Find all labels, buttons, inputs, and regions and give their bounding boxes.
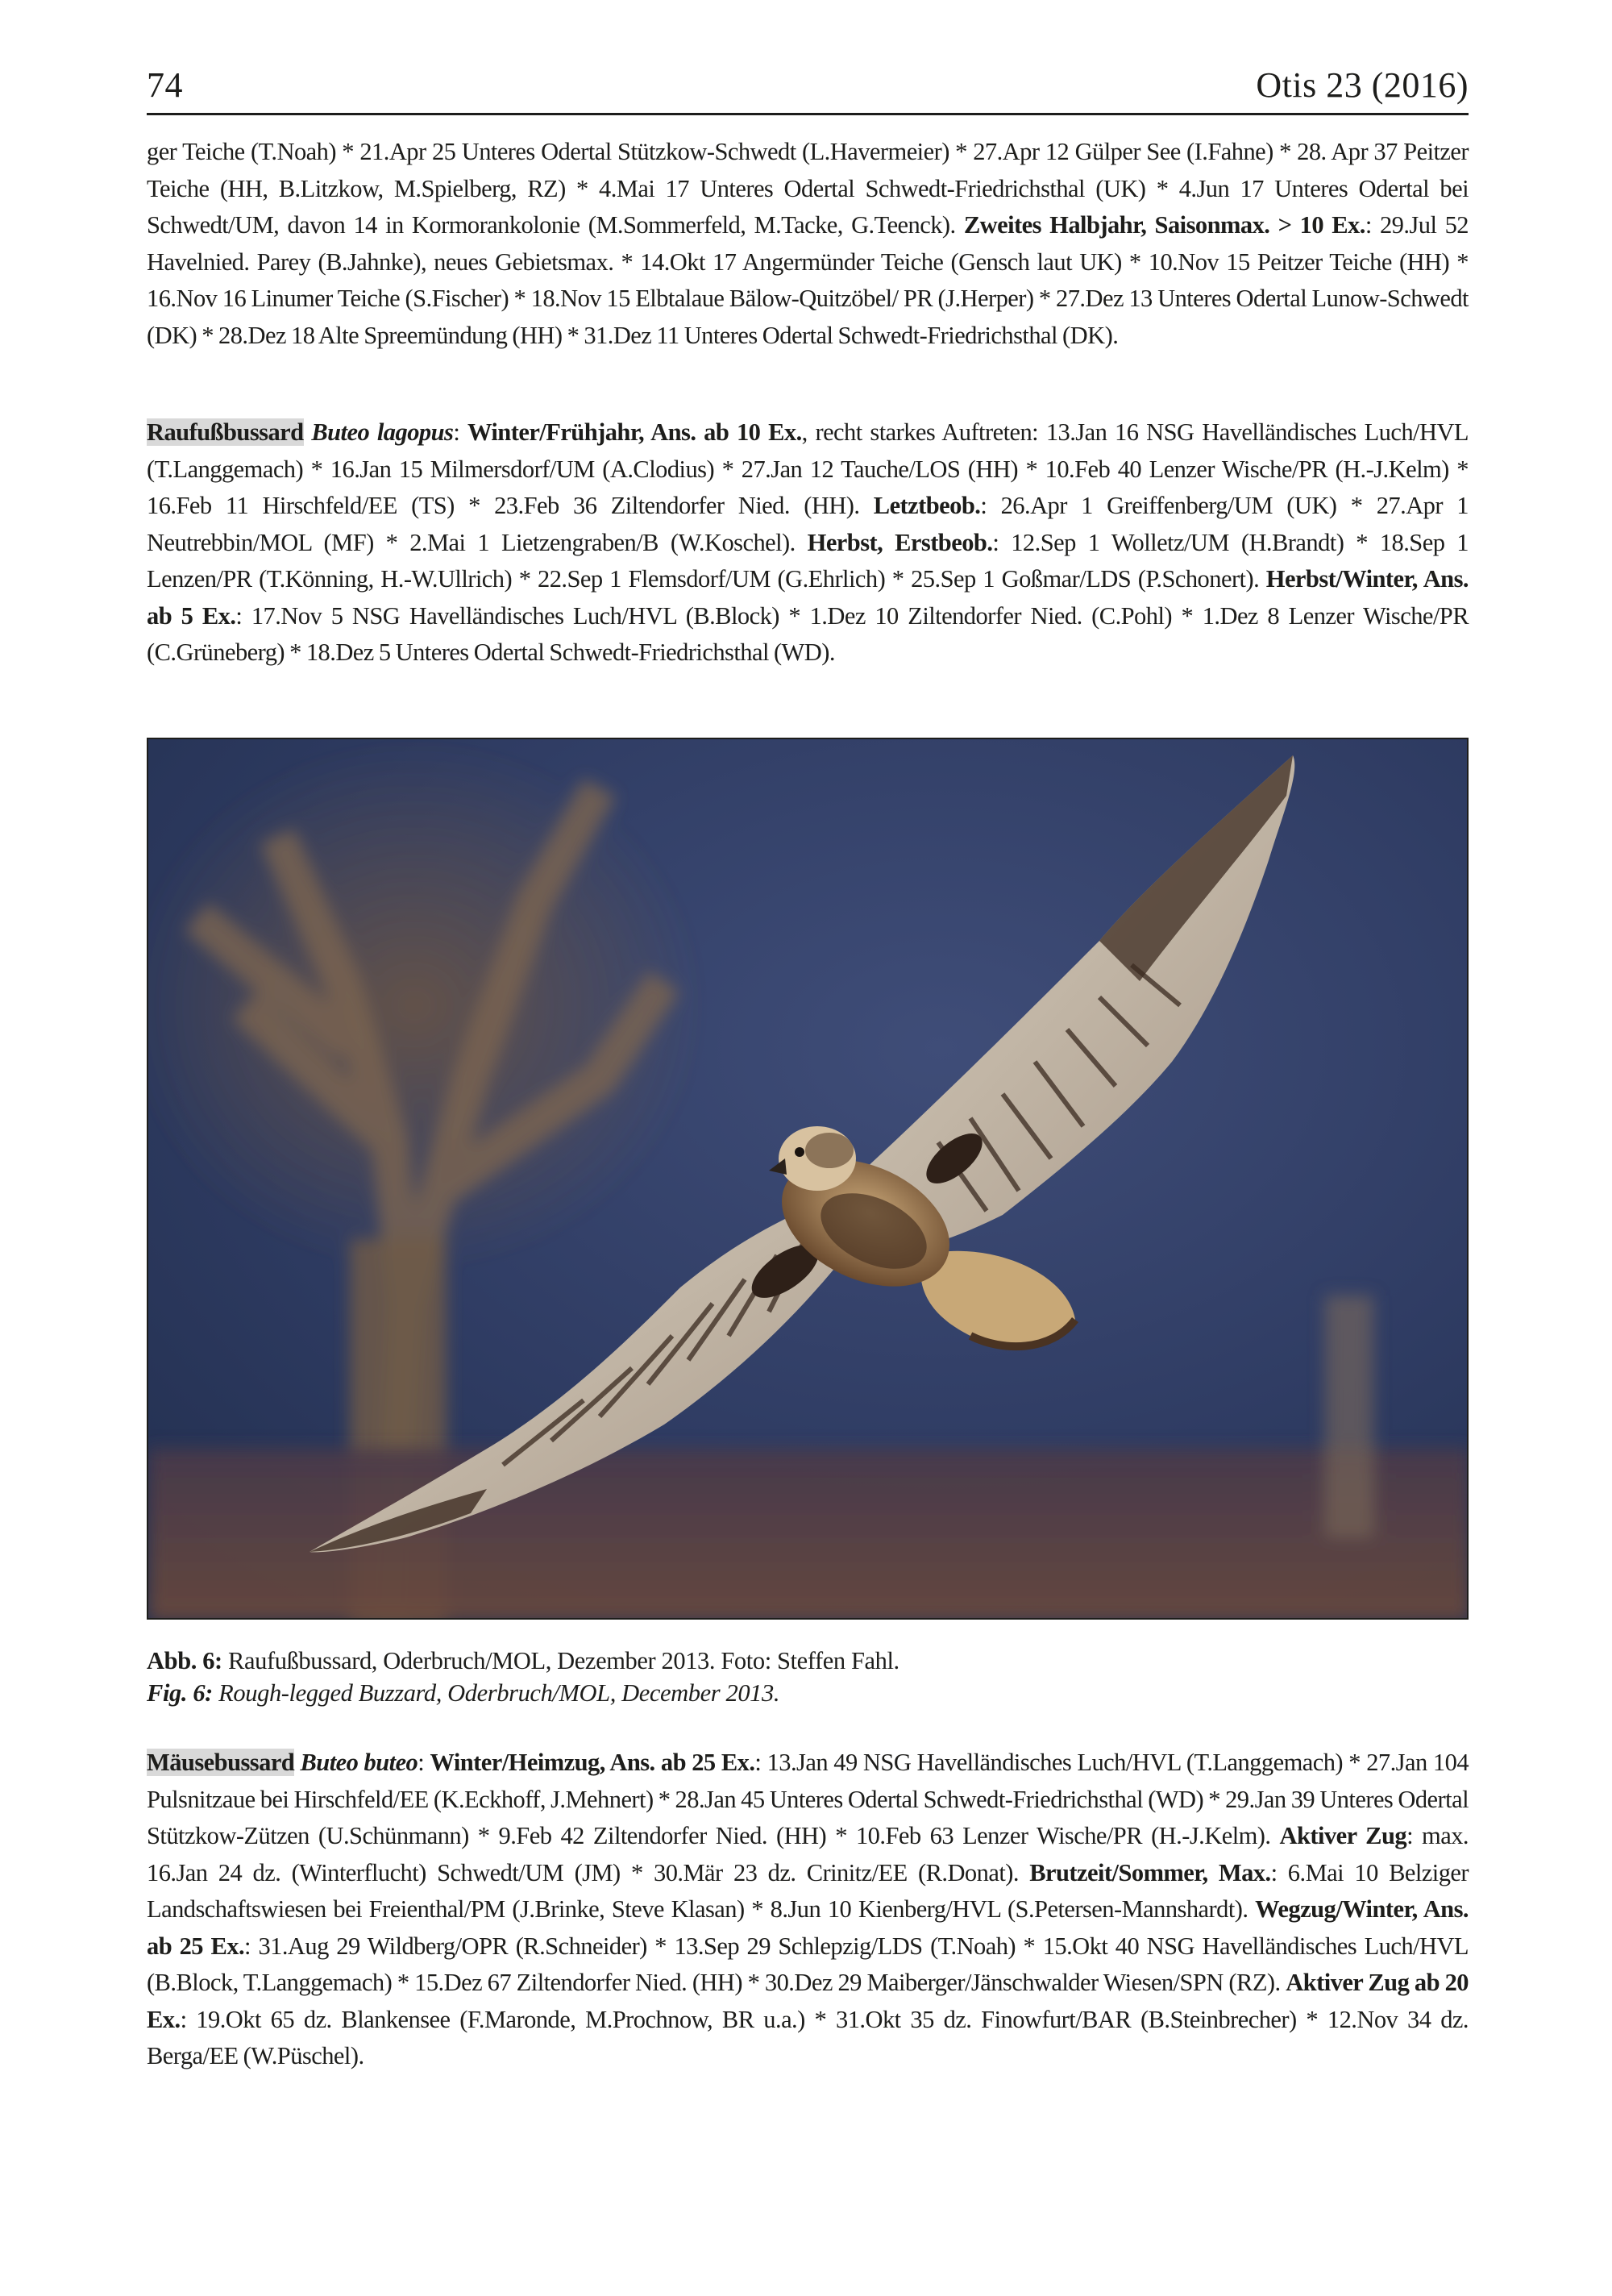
bold-heading: Brutzeit/Sommer, Max.	[1029, 1858, 1271, 1886]
caption-german	[147, 1645, 1469, 1677]
buzzard-illustration	[148, 739, 1469, 1620]
caption-text: Raufußbussard, Oderbruch/MOL, Dezember 2013. Foto: Steffen Fahl.	[222, 1647, 899, 1674]
paragraph-text: : 12.Sep 1 Wolletz/UM (H.Brandt) * 18.Sep 1 Lenzen/PR (T.Könning, H.-W.Ullrich) * 22.Sep 1 Flemsdorf/UM (G.Ehrlich) * 25.Sep 1 Goßmar/LDS (P.Schonert).	[147, 528, 1469, 593]
bold-heading: Herbst/Winter, Ans. ab 5 Ex.	[147, 565, 1469, 630]
caption-english	[147, 1677, 1469, 1709]
bold-heading: Herbst, Erstbeob.	[807, 528, 993, 556]
journal-citation: Otis 23 (2016)	[1256, 65, 1469, 105]
bold-heading: Zweites Halbjahr, Saisonmax. > 10 Ex.	[963, 211, 1365, 239]
species-name: Raufußbussard	[147, 418, 304, 446]
caption-label: Fig. 6:	[147, 1679, 213, 1707]
paragraph-text: :	[418, 1749, 430, 1776]
paragraph-continuation	[147, 134, 1469, 354]
paragraph-text: ger Teiche (T.Noah) * 21.Apr 25 Unteres Odertal Stützkow-Schwedt (L.Havermeier) * 27.Apr 12 Gülper See (I.Fahne) * 28. Apr 37 Peitzer Teiche (HH, B.Litzkow, M.Spielberg, RZ) * 4.Mai 17 Unteres Odertal Schwedt-Friedrichsthal (UK) * 4.Jun 17 Unteres Odertal bei Schwedt/UM, davon 14 in Kormorankolonie (M.Sommerfeld, M.Tacke, G.Teenck).	[147, 138, 1469, 239]
caption-text: Rough-legged Buzzard, Oderbruch/MOL, December 2013.	[212, 1679, 780, 1707]
scientific-name: Buteo lagopus	[311, 418, 454, 446]
buzzard-photo	[147, 738, 1469, 1620]
figure-caption	[147, 1645, 1469, 1709]
scientific-name: Buteo buteo	[300, 1749, 418, 1776]
page-number: 74	[147, 65, 183, 105]
bold-heading: Wegzug/Winter, Ans. ab 25 Ex.	[147, 1895, 1469, 1960]
species-entry-rough-legged-buzzard	[147, 414, 1469, 672]
paragraph-text: : 19.Okt 65 dz. Blankensee (F.Maronde, M.Prochnow, BR u.a.) * 31.Okt 35 dz. Finowfurt/BAR (B.Steinbrecher) * 12.Nov 34 dz. Berga/EE (W.Püschel).	[147, 2005, 1469, 2069]
paragraph-text: : 26.Apr 1 Greiffenberg/UM (UK) * 27.Apr 1 Neutrebbin/MOL (MF) * 2.Mai 1 Lietzengraben/B (W.Koschel).	[147, 492, 1469, 556]
bold-heading: Winter/Heimzug, Ans. ab 25 Ex.	[430, 1749, 755, 1776]
bold-heading: Aktiver Zug	[1279, 1822, 1407, 1849]
paragraph-text: : 29.Jul 52 Havelnied. Parey (B.Jahnke), neues Gebietsmax. * 14.Okt 17 Angermünder Teiche (Gensch laut UK) * 10.Nov 15 Peitzer Teiche (HH) * 16.Nov 16 Linumer Teiche (S.Fischer) * 18.Nov 15 Elbtalaue Bälow-Quitzöbel/ PR (J.Herper) * 27.Dez 13 Unteres Odertal Lunow-Schwedt (DK) * 28.Dez 18 Alte Spreemündung (HH) * 31.Dez 11 Unteres Odertal Schwedt-Friedrichsthal (DK).	[147, 211, 1469, 349]
caption-label: Abb. 6:	[147, 1647, 222, 1674]
paragraph-text: :	[453, 418, 467, 446]
bold-heading: Aktiver Zug ab 20 Ex.	[147, 1969, 1469, 2033]
species-name: Mäusebussard	[147, 1749, 295, 1776]
species-entry-common-buzzard	[147, 1745, 1469, 2075]
paragraph-text: : 13.Jan 49 NSG Havelländisches Luch/HVL (T.Langgemach) * 27.Jan 104 Pulsnitzaue bei Hirschfeld/EE (K.Eckhoff, J.Mehnert) * 28.Jan 45 Unteres Odertal Schwedt-Friedrichsthal (WD) * 29.Jan 39 Unteres Odertal Stützkow-Zützen (U.Schünmann) * 9.Feb 42 Ziltendorfer Nied. (HH) * 10.Feb 63 Lenzer Wische/PR (H.-J.Kelm).	[147, 1749, 1469, 1849]
paragraph-text: : 31.Aug 29 Wildberg/OPR (R.Schneider) * 13.Sep 29 Schlepzig/LDS (T.Noah) * 15.Okt 40 NSG Havelländisches Luch/HVL (B.Block, T.Langgemach) * 15.Dez 67 Ziltendorfer Nied. (HH) * 30.Dez 29 Maiberger/Jänschwalder Wiesen/SPN (RZ).	[147, 1932, 1469, 1996]
page-header	[147, 63, 1469, 115]
bold-heading: Letztbeob.	[873, 492, 981, 519]
paragraph-text: : max. 16.Jan 24 dz. (Winterflucht) Schwedt/UM (JM) * 30.Mär 23 dz. Crinitz/EE (R.Donat).	[147, 1822, 1469, 1886]
paragraph-text: : 17.Nov 5 NSG Havelländisches Luch/HVL (B.Block) * 1.Dez 10 Ziltendorfer Nied. (C.Pohl) * 1.Dez 8 Lenzer Wische/PR (C.Grüneberg) * 18.Dez 5 Unteres Odertal Schwedt-Friedrichsthal (WD).	[147, 601, 1469, 666]
paragraph-text: : 6.Mai 10 Belziger Landschaftswiesen bei Freienthal/PM (J.Brinke, Steve Klasan) * 8.Jun 10 Kienberg/HVL (S.Petersen-Mannshardt).	[147, 1858, 1469, 1923]
bold-heading: Winter/Frühjahr, Ans. ab 10 Ex.	[467, 418, 802, 446]
paragraph-text: , recht starkes Auftreten: 13.Jan 16 NSG Havelländisches Luch/HVL (T.Langgemach) * 16.Jan 15 Milmersdorf/UM (A.Clodius) * 27.Jan 12 Tauche/LOS (HH) * 10.Feb 40 Lenzer Wische/PR (H.-J.Kelm) * 16.Feb 11 Hirschfeld/EE (TS) * 23.Feb 36 Ziltendorfer Nied. (HH).	[147, 418, 1469, 519]
